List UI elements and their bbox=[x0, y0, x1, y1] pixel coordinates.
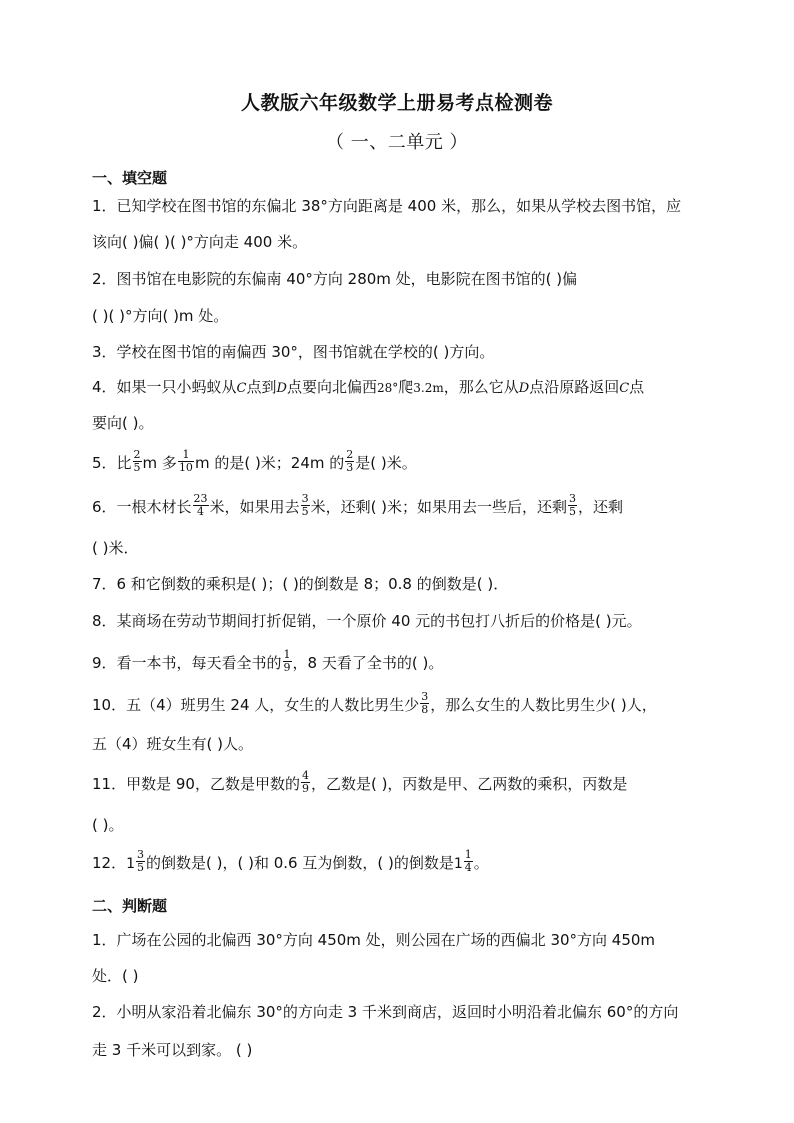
q4-text: 点要向北偏西 bbox=[286, 378, 377, 396]
q4-text: 点沿原路返回 bbox=[529, 378, 620, 396]
fraction-denominator: 5 bbox=[301, 505, 309, 518]
point-d-label: D bbox=[518, 381, 530, 396]
section-heading-fill-blank: 一、填空题 bbox=[92, 169, 168, 187]
fraction-denominator: 4 bbox=[197, 505, 205, 518]
fraction bbox=[193, 493, 209, 518]
fraction-denominator: 5 bbox=[569, 505, 577, 518]
q10-text: 10．五（4）班男生 24 人，女生的人数比男生少 bbox=[92, 696, 420, 714]
q11-text: ，乙数是( )，丙数是甲、乙两数的乘积，丙数是 bbox=[310, 775, 628, 793]
question-11-line-2: ( )。 bbox=[92, 816, 124, 834]
question-10-line-2: 五（4）班女生有( )人。 bbox=[92, 735, 254, 753]
question-5 bbox=[92, 448, 417, 476]
fraction-denominator: 9 bbox=[301, 782, 309, 795]
fraction-numerator: 1 bbox=[178, 449, 194, 462]
section-heading-true-false: 二、判断题 bbox=[92, 897, 168, 915]
fraction bbox=[301, 770, 310, 795]
question-6-line-1 bbox=[92, 492, 624, 520]
q4-text: 点到 bbox=[246, 378, 277, 396]
question-9 bbox=[92, 648, 444, 676]
q4-distance: 3.2m bbox=[413, 381, 444, 395]
question-11-line-1 bbox=[92, 769, 628, 797]
q4-text: 点 bbox=[629, 378, 645, 396]
fraction bbox=[283, 649, 292, 674]
fraction bbox=[178, 449, 194, 474]
q9-text: 9．看一本书，每天看全书的 bbox=[92, 654, 282, 672]
point-d-label: D bbox=[276, 381, 287, 396]
fraction-denominator: 5 bbox=[133, 461, 141, 474]
fraction bbox=[420, 691, 429, 716]
q12-text: 12． bbox=[92, 854, 127, 872]
fraction-numerator: 2 bbox=[133, 448, 141, 461]
question-8: 8．某商场在劳动节期间打折促销，一个原价 40 元的书包打八折后的价格是( )元。 bbox=[92, 612, 642, 630]
q6-text: 米，如果用去 bbox=[209, 498, 300, 516]
question-6-line-2: ( )米． bbox=[92, 539, 139, 557]
q5-text: m 的是( )米；24m 的 bbox=[194, 454, 345, 472]
tf-question-1-line-2: 处．( ) bbox=[92, 967, 139, 985]
tf-question-2-line-1: 2．小明从家沿着北偏东 30°的方向走 3 千米到商店，返回时小明沿着北偏东 60°的方向 bbox=[92, 1003, 679, 1021]
fraction bbox=[133, 449, 142, 474]
question-3: 3．学校在图书馆的南偏西 30°，图书馆就在学校的( )方向。 bbox=[92, 343, 495, 361]
question-1-line-2: 该向( )偏( )( )°方向走 400 米。 bbox=[92, 233, 308, 251]
fraction-denominator: 5 bbox=[137, 861, 145, 874]
fraction-numerator: 3 bbox=[421, 690, 429, 703]
question-10-line-1 bbox=[92, 690, 657, 718]
q4-text: 4．如果一只小蚂蚁从 bbox=[92, 378, 237, 396]
fraction bbox=[136, 849, 145, 874]
point-c-label: C bbox=[236, 381, 247, 396]
fraction-denominator: 10 bbox=[178, 461, 193, 474]
question-2-line-2: ( )( )°方向( )m 处。 bbox=[92, 307, 229, 325]
q12-text: 。 bbox=[473, 854, 489, 872]
fraction-numerator: 1 bbox=[283, 648, 291, 661]
question-7: 7．6 和它倒数的乘积是( )；( )的倒数是 8；0.8 的倒数是( )． bbox=[92, 575, 509, 593]
question-4-line-2: 要向( )。 bbox=[92, 414, 154, 432]
fraction-numerator: 4 bbox=[301, 769, 309, 782]
fraction-numerator: 3 bbox=[137, 848, 145, 861]
q11-text: 11．甲数是 90，乙数是甲数的 bbox=[92, 775, 300, 793]
question-1-line-1: 1．已知学校在图书馆的东偏北 38°方向距离是 400 米，那么，如果从学校去图书馆，应 bbox=[92, 197, 682, 215]
fraction bbox=[568, 493, 577, 518]
q6-text: ，还剩 bbox=[578, 498, 624, 516]
q5-text: 是( )米。 bbox=[355, 454, 417, 472]
q4-text: ，那么它从 bbox=[443, 378, 519, 396]
q5-text: 5．比 bbox=[92, 454, 132, 472]
q4-angle: 28° bbox=[376, 381, 399, 395]
q6-text: 6．一根木材长 bbox=[92, 498, 192, 516]
fraction-numerator: 1 bbox=[464, 848, 472, 861]
q4-text: 爬 bbox=[398, 378, 414, 396]
fraction-numerator: 2 bbox=[346, 448, 354, 461]
fraction-denominator: 3 bbox=[346, 461, 354, 474]
fraction-numerator: 23 bbox=[193, 492, 208, 505]
page-subtitle: （ 一、二单元 ） bbox=[326, 132, 468, 153]
tf-question-2-line-2: 走 3 千米可以到家。 ( ) bbox=[92, 1041, 253, 1059]
fraction-numerator: 3 bbox=[569, 492, 577, 505]
mixed-number-whole: 1 bbox=[126, 856, 136, 872]
fraction bbox=[301, 493, 310, 518]
fraction bbox=[464, 849, 473, 874]
q10-text: ，那么女生的人数比男生少( )人， bbox=[430, 696, 657, 714]
q12-text: 的倒数是( )，( )和 0.6 互为倒数，( )的倒数是 bbox=[146, 854, 454, 872]
q5-text: m 多 bbox=[142, 454, 177, 472]
question-4-line-1 bbox=[92, 377, 644, 399]
question-2-line-1: 2．图书馆在电影院的东偏南 40°方向 280m 处，电影院在图书馆的( )偏 bbox=[92, 270, 578, 288]
q9-text: ，8 天看了全书的( )。 bbox=[292, 654, 444, 672]
fraction-denominator: 8 bbox=[421, 703, 429, 716]
tf-question-1-line-1: 1．广场在公园的北偏西 30°方向 450m 处，则公园在广场的西偏北 30°方向 450m bbox=[92, 931, 656, 949]
mixed-number-whole: 1 bbox=[453, 856, 463, 872]
point-c-label: C bbox=[619, 381, 630, 396]
page-title: 人教版六年级数学上册易考点检测卷 bbox=[240, 92, 553, 114]
q6-text: 米，还剩( )米；如果用去一些后，还剩 bbox=[310, 498, 568, 516]
fraction bbox=[345, 449, 354, 474]
fraction-denominator: 9 bbox=[283, 661, 291, 674]
fraction-numerator: 3 bbox=[301, 492, 309, 505]
question-12 bbox=[92, 848, 489, 876]
fraction-denominator: 4 bbox=[464, 861, 472, 874]
